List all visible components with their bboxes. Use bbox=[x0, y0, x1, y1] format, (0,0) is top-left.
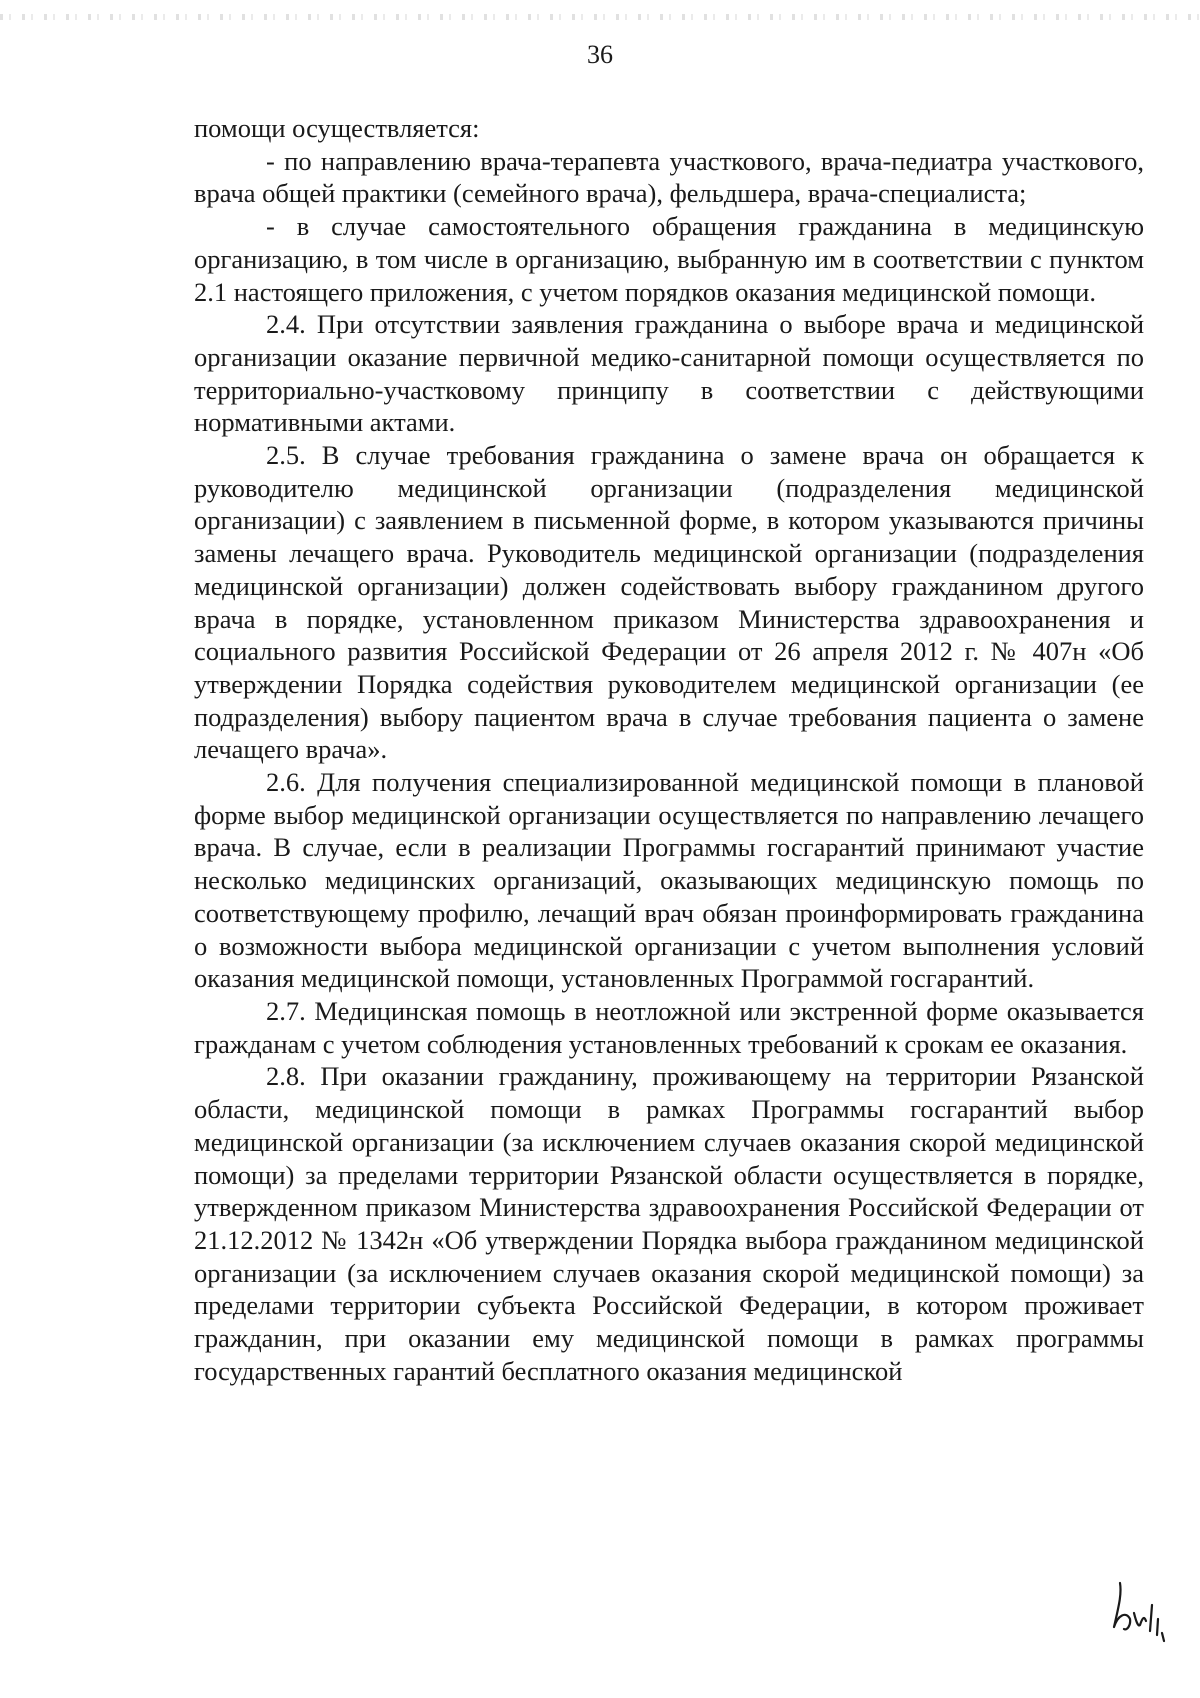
page-number: 36 bbox=[587, 40, 613, 69]
paragraph-2-8: 2.8. При оказании гражданину, проживающему на территории Рязанской области, медицинской помощи в рамках Программы госгарантий выбор медицинской организации (за исключением случаев оказания скорой медицинской помощи) за пределами территории Рязанской области осуществляется в порядке, утвержденном приказом Министерства здравоохранения Российской Федерации от 21.12.2012 № 1342н «Об утверждении Порядка выбора гражданином медицинской организации (за исключением случаев оказания скорой медицинской помощи) за пределами территории субъекта Российской Федерации, в котором проживает гражданин, при оказании ему медицинской помощи в рамках программы государственных гарантий бесплатного оказания медицинской bbox=[194, 1061, 1144, 1386]
paragraph-2-7: 2.7. Медицинская помощь в неотложной или экстренной форме оказывается гражданам с учетом соблюдения установленных требований к срокам ее оказания. bbox=[194, 995, 1144, 1059]
paragraph-referral: - по направлению врача-терапевта участкового, врача-педиатра участкового, врача общей практики (семейного врача), фельдшера, врача-специалиста; bbox=[194, 145, 1144, 209]
signature-drawing bbox=[1100, 1575, 1172, 1647]
paragraph-2-6: 2.6. Для получения специализированной медицинской помощи в плановой форме выбор медицинской организации осуществляется по направлению лечащего врача. В случае, если в реализации Программы госгарантий принимают участие несколько медицинских организаций, оказывающих медицинскую помощь по соответствующему профилю, лечащий врач обязан проинформировать гражданина о возможности выбора медицинской организации с учетом выполнения условий оказания медицинской помощи, установленных Программой госгарантий. bbox=[194, 767, 1144, 994]
paragraph-2-5: 2.5. В случае требования гражданина о замене врача он обращается к руководителю медицинской организации (подразделения медицинской организации) с заявлением в письменной форме, в котором указываются причины замены лечащего врача. Руководитель медицинской организации (подразделения медицинской организации) должен содействовать выбору гражданином другого врача в порядке, установленном приказом Министерства здравоохранения и социального развития Российской Федерации от 26 апреля 2012 г. № 407н «Об утверждении Порядка содействия руководителем медицинской организации (ее подразделения) выбору пациентом врача в случае требования пациента о замене лечащего врача». bbox=[194, 440, 1144, 765]
handwritten-signature-icon bbox=[1100, 1575, 1172, 1647]
scan-artifact-line bbox=[0, 14, 1200, 20]
paragraph-intro: помощи осуществляется: bbox=[194, 113, 480, 143]
paragraph-self-referral: - в случае самостоятельного обращения гражданина в медицинскую организацию, в том числе в организацию, выбранную им в соответствии с пунктом 2.1 настоящего приложения, с учетом порядков оказания медицинской помощи. bbox=[194, 211, 1144, 307]
paragraph-2-4: 2.4. При отсутствии заявления гражданина о выборе врача и медицинской организации оказание первичной медико-санитарной помощи осуществляется по территориально-участковому принципу в соответствии с действующими нормативными актами. bbox=[194, 309, 1144, 438]
document-body bbox=[194, 112, 1144, 1387]
